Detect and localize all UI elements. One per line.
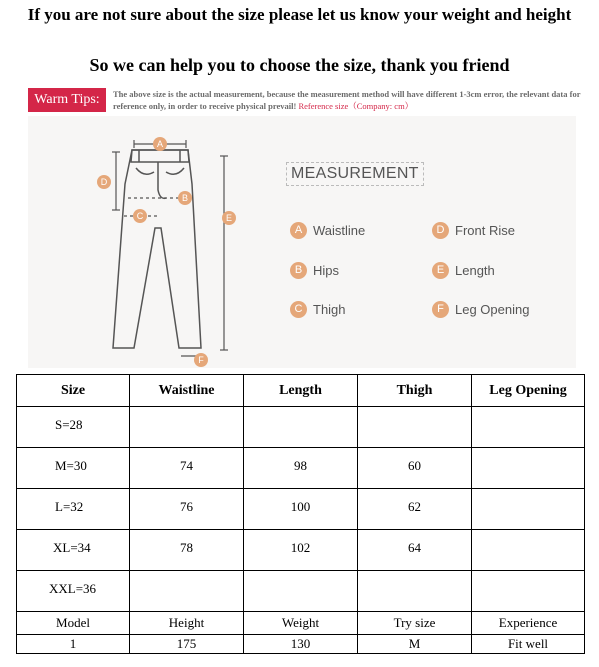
warm-tips-text [113, 88, 583, 112]
size-cell: L=32 [17, 489, 130, 530]
thigh-cell: 62 [358, 489, 472, 530]
measurement-title: MEASUREMENT [286, 162, 424, 186]
diagram-letter-b: B [181, 193, 189, 203]
legend-label-waistline: Waistline [313, 223, 366, 238]
experience-cell: Fit well [472, 635, 585, 654]
legend-letter-a: A [290, 222, 307, 239]
table-row [17, 571, 585, 612]
size-cell: XXL=36 [17, 571, 130, 612]
model-row [17, 635, 585, 654]
length-cell [244, 571, 358, 612]
try-size-header: Try size [358, 612, 472, 635]
pants-diagram [64, 116, 264, 368]
thigh-cell [358, 571, 472, 612]
legend-label-thigh: Thigh [313, 302, 346, 317]
length-cell: 98 [244, 448, 358, 489]
table-row [17, 407, 585, 448]
table-row [17, 448, 585, 489]
thigh-cell [358, 407, 472, 448]
size-chart-table [16, 374, 585, 654]
header-size: Size [17, 375, 130, 407]
legend-label-front-rise: Front Rise [455, 223, 515, 238]
leg-opening-cell [472, 571, 585, 612]
diagram-letter-f: F [198, 355, 204, 365]
length-cell [244, 407, 358, 448]
legend-letter-b: B [290, 262, 307, 279]
legend-letter-e: E [432, 262, 449, 279]
legend-front-rise [432, 222, 515, 240]
legend-leg-opening [432, 301, 529, 319]
header-leg-opening: Leg Opening [472, 375, 585, 407]
height-cell: 175 [130, 635, 244, 654]
waistline-cell: 74 [130, 448, 244, 489]
legend-letter-c: C [290, 301, 307, 318]
legend-label-leg-opening: Leg Opening [455, 302, 530, 317]
legend-label-length: Length [455, 263, 495, 278]
weight-header: Weight [244, 612, 358, 635]
legend-letter-d: D [432, 222, 449, 239]
header-length: Length [244, 375, 358, 407]
size-cell: XL=34 [17, 530, 130, 571]
leg-opening-cell [472, 489, 585, 530]
diagram-letter-d: D [100, 177, 108, 187]
warm-tips-badge: Warm Tips: [28, 88, 106, 112]
size-cell: S=28 [17, 407, 130, 448]
length-cell: 100 [244, 489, 358, 530]
model-cell: 1 [17, 635, 130, 654]
model-header: Model [17, 612, 130, 635]
headline-weight-height: If you are not sure about the size please let us know your weight and height [27, 5, 572, 24]
waistline-cell: 78 [130, 530, 244, 571]
weight-cell: 130 [244, 635, 358, 654]
thigh-cell: 64 [358, 530, 472, 571]
thigh-cell: 60 [358, 448, 472, 489]
table-row [17, 489, 585, 530]
table-header-row [17, 375, 585, 407]
diagram-letter-c: C [136, 211, 144, 221]
waistline-cell [130, 407, 244, 448]
leg-opening-cell [472, 407, 585, 448]
legend-waistline [290, 222, 365, 240]
tips-body: The above size is the actual measurement, because the measurement method will have different 1-3cm error, the relevant data for reference only, in order to receive physical prevail! [113, 89, 581, 111]
legend-label-hips: Hips [313, 263, 340, 278]
try-size-cell: M [358, 635, 472, 654]
experience-header: Experience [472, 612, 585, 635]
diagram-letter-a: A [156, 139, 164, 149]
leg-opening-cell [472, 530, 585, 571]
length-cell: 102 [244, 530, 358, 571]
legend-thigh [290, 301, 346, 319]
legend-letter-f: F [432, 301, 449, 318]
table-row [17, 530, 585, 571]
headline-help-choose: So we can help you to choose the size, thank you friend [89, 55, 510, 75]
header-waistline: Waistline [130, 375, 244, 407]
diagram-letter-e: E [225, 213, 233, 223]
legend-length [432, 262, 495, 280]
waistline-cell [130, 571, 244, 612]
size-cell: M=30 [17, 448, 130, 489]
pants-outline [113, 150, 201, 348]
header-thigh: Thigh [358, 375, 472, 407]
tips-reference: Reference size（Company: cm） [298, 101, 414, 111]
measurement-panel [28, 116, 576, 368]
leg-opening-cell [472, 448, 585, 489]
waistline-cell: 76 [130, 489, 244, 530]
model-header-row [17, 612, 585, 635]
legend-hips [290, 262, 339, 280]
height-header: Height [130, 612, 244, 635]
